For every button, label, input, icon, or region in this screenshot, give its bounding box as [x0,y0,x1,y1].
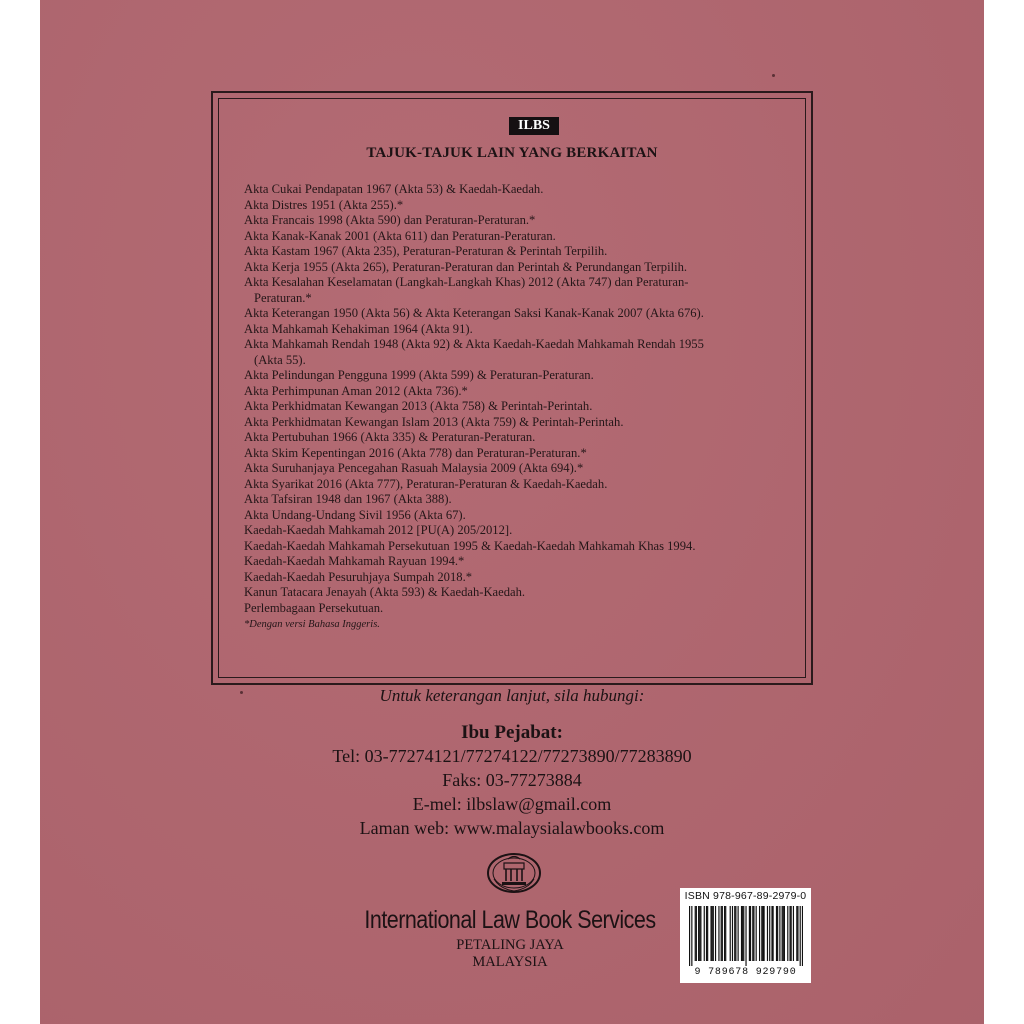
title-item: Akta Kanak-Kanak 2001 (Akta 611) dan Peraturan-Peraturan. [244,228,556,243]
ilbs-emblem-icon [486,849,542,895]
title-item: Akta Cukai Pendapatan 1967 (Akta 53) & Kaedah-Kaedah. [244,182,544,196]
title-item: Akta Perkhidmatan Kewangan Islam 2013 (Akta 759) & Perintah-Perintah. [244,414,624,429]
title-item: Akta Skim Kepentingan 2016 (Akta 778) dan Peraturan-Peraturan.* [244,445,587,460]
telephone: Tel: 03-77274121/77274122/77273890/77283890 [332,746,692,766]
title-item: Kanun Tatacara Jenayah (Akta 593) & Kaedah-Kaedah. [244,585,526,599]
ilbs-badge: ILBS [509,117,559,135]
publisher-city: PETALING JAYA [456,937,564,953]
contact-block [211,686,813,840]
isbn-barcode-label [680,888,811,983]
title-item: Akta Distres 1951 (Akta 255).* [244,197,404,212]
title-item: Akta Kesalahan Keselamatan (Langkah-Langkah Khas) 2012 (Akta 747) dan Peraturan- [244,275,689,289]
title-item: Akta Pertubuhan 1966 (Akta 335) & Peraturan-Peraturan. [244,430,536,444]
section-title: TAJUK-TAJUK LAIN YANG BERKAITAN [366,145,658,161]
fax: Faks: 03-77273884 [442,770,582,790]
website: Laman web: www.malaysialawbooks.com [359,818,665,838]
title-item: Akta Kastam 1967 (Akta 235), Peraturan-Peraturan & Perintah Terpilih. [244,244,608,258]
title-item: Akta Tafsiran 1948 dan 1967 (Akta 388). [244,492,452,506]
title-item: Akta Undang-Undang Sivil 1956 (Akta 67). [244,507,466,522]
title-item: Kaedah-Kaedah Mahkamah Rayuan 1994.* [244,554,465,568]
title-item: Akta Keterangan 1950 (Akta 56) & Akta Keterangan Saksi Kanak-Kanak 2007 (Akta 676). [244,306,704,320]
title-item: Akta Suruhanjaya Pencegahan Rasuah Malaysia 2009 (Akta 694).* [244,461,584,475]
related-titles-list [244,182,784,632]
title-item: Akta Perkhidmatan Kewangan 2013 (Akta 758) & Perintah-Perintah. [244,399,593,413]
related-titles-frame [211,91,813,685]
title-item: Kaedah-Kaedah Mahkamah Persekutuan 1995 & Kaedah-Kaedah Mahkamah Khas 1994. [244,538,696,553]
publisher-name: International Law Book Services [364,906,656,934]
head-office-label: Ibu Pejabat: [461,722,563,743]
publisher-country: MALAYSIA [472,954,548,970]
publisher-block [330,903,690,971]
title-item: Akta Francais 1998 (Akta 590) dan Peraturan-Peraturan.* [244,213,536,227]
title-item: Kaedah-Kaedah Mahkamah 2012 [PU(A) 205/2012]. [244,523,513,537]
barcode-digits: 9 789678 929790 [694,967,797,978]
title-item-continuation: (Akta 55). [254,352,306,367]
title-item: Kaedah-Kaedah Pesuruhjaya Sumpah 2018.* [244,569,473,584]
footnote: *Dengan versi Bahasa Inggeris. [244,619,380,630]
email: E-mel: ilbslaw@gmail.com [412,794,612,814]
title-item: Perlembagaan Persekutuan. [244,600,384,615]
title-item: Akta Mahkamah Kehakiman 1964 (Akta 91). [244,321,473,336]
title-item: Akta Syarikat 2016 (Akta 777), Peraturan-Peraturan & Kaedah-Kaedah. [244,476,608,491]
title-item: Akta Mahkamah Rendah 1948 (Akta 92) & Akta Kaedah-Kaedah Mahkamah Rendah 1955 [244,337,704,351]
title-item: Akta Pelindungan Pengguna 1999 (Akta 599) & Peraturan-Peraturan. [244,368,594,382]
title-item: Akta Perhimpunan Aman 2012 (Akta 736).* [244,383,468,398]
title-item: Akta Kerja 1955 (Akta 265), Peraturan-Peraturan dan Perintah & Perundangan Terpilih. [244,259,688,274]
barcode-icon [689,906,803,966]
isbn-number: ISBN 978-967-89-2979-0 [684,890,807,902]
title-item-continuation: Peraturan.* [254,290,312,305]
contact-lead: Untuk keterangan lanjut, sila hubungi: [379,686,645,705]
print-speck [772,74,775,77]
